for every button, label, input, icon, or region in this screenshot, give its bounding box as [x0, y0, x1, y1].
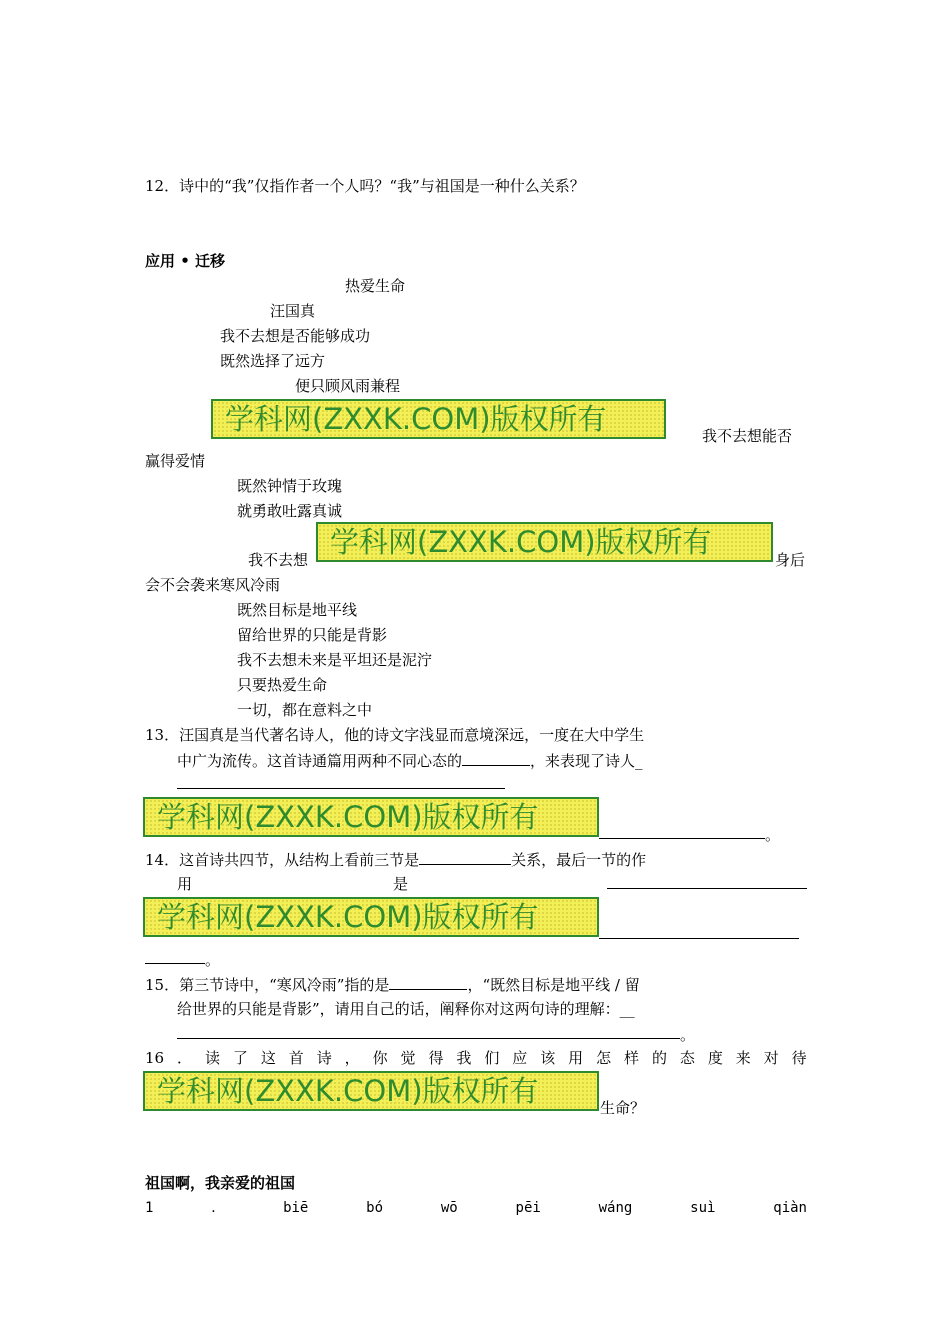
- poem-line: 既然选择了远方: [220, 352, 326, 370]
- answer-blank[interactable]: [177, 1038, 680, 1039]
- question-13-text: 中广为流传。这首诗通篇用两种不同心态的: [177, 752, 463, 770]
- q16-char: 了: [232, 1049, 248, 1067]
- q16-char: 怎: [596, 1049, 612, 1067]
- section-title: 应用 • 迁移: [145, 252, 226, 270]
- q16-char: 用: [568, 1049, 584, 1067]
- q16-char: 诗: [316, 1049, 332, 1067]
- question-14-line1: [145, 849, 646, 870]
- question-14-line2a: 用: [177, 875, 193, 893]
- question-14-end: 。: [205, 951, 221, 969]
- answer-blank[interactable]: [177, 788, 505, 789]
- q16-char: 16: [145, 1049, 165, 1067]
- poem-line: 身后: [775, 551, 806, 569]
- q16-char: 该: [540, 1049, 556, 1067]
- q16-char: 觉: [400, 1049, 416, 1067]
- q16-char: 来: [735, 1049, 751, 1067]
- answer-blank[interactable]: [599, 838, 765, 839]
- question-13-line2: [177, 750, 643, 771]
- poem-line: 赢得爱情: [145, 452, 206, 470]
- q16-char: 们: [484, 1049, 500, 1067]
- q16-char: 待: [791, 1049, 807, 1067]
- pinyin-row: [145, 1198, 807, 1218]
- pinyin-item: ．: [211, 1200, 226, 1216]
- question-16-line1: [145, 1048, 807, 1068]
- q16-char: 对: [763, 1049, 779, 1067]
- answer-blank[interactable]: [599, 938, 799, 939]
- q16-char: ．: [177, 1049, 193, 1067]
- question-15-text: ，“既然目标是地平线 / 留: [467, 976, 640, 994]
- pinyin-item: 1: [145, 1200, 154, 1216]
- watermark-banner: 学科网(ZXXK.COM)版权所有: [143, 1071, 599, 1111]
- poem-line: 我不去想能否: [702, 427, 793, 445]
- pinyin-item: wō: [440, 1200, 458, 1216]
- answer-blank[interactable]: [419, 849, 511, 865]
- poem-line: 便只顾风雨兼程: [295, 377, 401, 395]
- poem-line: 一切，都在意料之中: [237, 701, 373, 719]
- pinyin-item: bó: [366, 1200, 384, 1216]
- pinyin-item: wáng: [598, 1200, 633, 1216]
- poem-line: 既然钟情于玫瑰: [237, 477, 343, 495]
- q16-char: 度: [707, 1049, 723, 1067]
- section2-title: 祖国啊，我亲爱的祖国: [145, 1174, 296, 1192]
- q16-char: 应: [512, 1049, 528, 1067]
- question-15-line2: 给世界的只能是背影”，请用自己的话，阐释你对这两句诗的理解：__: [177, 1000, 635, 1018]
- watermark-banner: 学科网(ZXXK.COM)版权所有: [143, 797, 599, 837]
- question-16-end: 生命？: [600, 1099, 646, 1117]
- q16-char: 读: [204, 1049, 220, 1067]
- question-13-end: 。: [765, 826, 781, 844]
- q16-char: 首: [288, 1049, 304, 1067]
- pinyin-item: qiàn: [773, 1200, 807, 1216]
- watermark-banner: 学科网(ZXXK.COM)版权所有: [316, 522, 773, 562]
- question-14-text: 关系，最后一节的作: [511, 851, 647, 869]
- poem-line: 既然目标是地平线: [237, 601, 358, 619]
- answer-blank[interactable]: [607, 888, 807, 889]
- poem-line: 留给世界的只能是背影: [237, 626, 388, 644]
- q16-char: ，: [344, 1049, 360, 1067]
- q16-char: 我: [456, 1049, 472, 1067]
- poem-title: 热爱生命: [345, 277, 406, 295]
- question-13-line1: 13．汪国真是当代著名诗人，他的诗文字浅显而意境深远，一度在大中学生: [145, 726, 645, 744]
- question-14-text: 14．这首诗共四节，从结构上看前三节是: [145, 851, 420, 869]
- answer-blank[interactable]: [462, 750, 530, 766]
- q16-char: 态: [679, 1049, 695, 1067]
- poem-author: 汪国真: [270, 302, 316, 320]
- pinyin-item: suì: [690, 1200, 716, 1216]
- q16-char: 样: [624, 1049, 640, 1067]
- watermark-banner: 学科网(ZXXK.COM)版权所有: [143, 897, 599, 937]
- answer-blank[interactable]: [389, 974, 467, 990]
- q16-char: 的: [651, 1049, 667, 1067]
- q16-char: 你: [372, 1049, 388, 1067]
- pinyin-item: biē: [283, 1200, 309, 1216]
- answer-blank[interactable]: [145, 963, 205, 964]
- question-15-line1: [145, 974, 640, 995]
- q16-char: 这: [260, 1049, 276, 1067]
- poem-line: 就勇敢吐露真诚: [237, 502, 343, 520]
- question-13-text: ，来表现了诗人_: [530, 752, 643, 770]
- poem-line: 我不去想未来是平坦还是泥泞: [237, 651, 433, 669]
- poem-line: 会不会袭来寒风冷雨: [145, 576, 281, 594]
- pinyin-item: pēi: [515, 1200, 541, 1216]
- question-15-text: 15．第三节诗中，“寒风冷雨”指的是: [145, 976, 390, 994]
- question-12: 12．诗中的“我”仅指作者一个人吗？“我”与祖国是一种什么关系？: [145, 177, 585, 195]
- question-15-end: 。: [680, 1026, 696, 1044]
- poem-line: 我不去想是否能够成功: [220, 327, 371, 345]
- q16-char: 得: [428, 1049, 444, 1067]
- poem-line: 只要热爱生命: [237, 676, 328, 694]
- question-14-line2b: 是: [393, 875, 409, 893]
- watermark-banner: 学科网(ZXXK.COM)版权所有: [211, 399, 666, 439]
- poem-line: 我不去想: [248, 551, 309, 569]
